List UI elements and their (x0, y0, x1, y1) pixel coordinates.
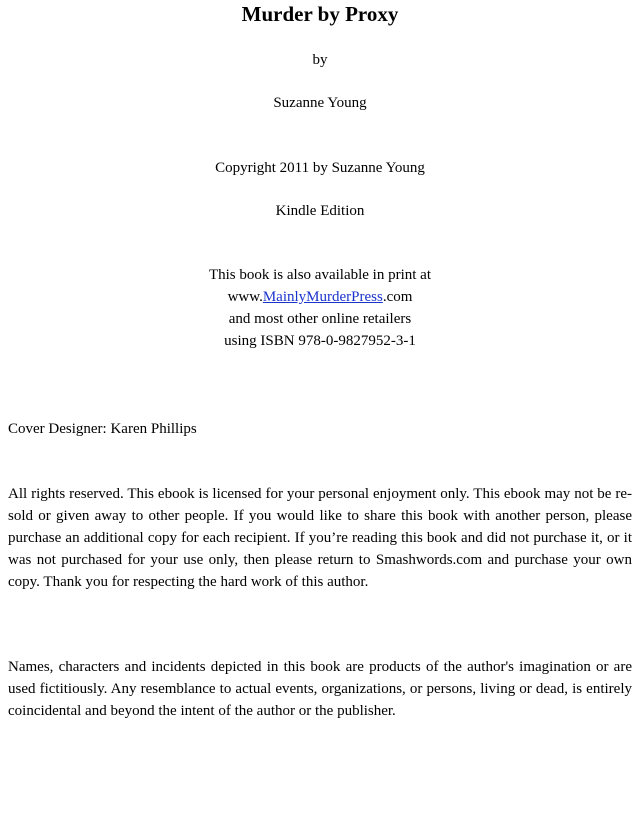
availability-line-isbn: using ISBN 978-0-9827952-3-1 (224, 333, 416, 349)
cover-designer-credit: Cover Designer: Karen Phillips (8, 421, 197, 437)
by-line: by (312, 52, 328, 68)
copyright-notice: Copyright 2011 by Suzanne Young (215, 160, 425, 176)
url-suffix: .com (382, 289, 413, 305)
fiction-disclaimer-paragraph: Names, characters and incidents depicted in this book are products of the author's imagination or are used fictitiously. Any resemblance to actual events, organizations, or persons, living or dead, is entirely coincidental and beyond the intent of the author or the publisher. (8, 659, 632, 719)
book-title: Murder by Proxy (241, 2, 399, 26)
publisher-link[interactable]: MainlyMurderPress (262, 289, 383, 305)
availability-url-line (0, 286, 640, 308)
rights-paragraph: All rights reserved. This ebook is licensed for your personal enjoyment only. This ebook may not be re-sold or given away to other people. If you would like to share this book with another person, please purchase an additional copy for each recipient. If you’re reading this book and did not purchase it, or it was not purchased for your use only, then please return to Smashwords.com and purchase your own copy. Thank you for respecting the hard work of this author. (8, 486, 632, 590)
author-name: Suzanne Young (273, 95, 367, 111)
url-prefix: www. (227, 289, 263, 305)
availability-line-retailers: and most other online retailers (228, 311, 412, 327)
edition-label: Kindle Edition (275, 203, 365, 219)
availability-block (0, 264, 640, 352)
availability-line-print: This book is also available in print at (208, 267, 432, 283)
